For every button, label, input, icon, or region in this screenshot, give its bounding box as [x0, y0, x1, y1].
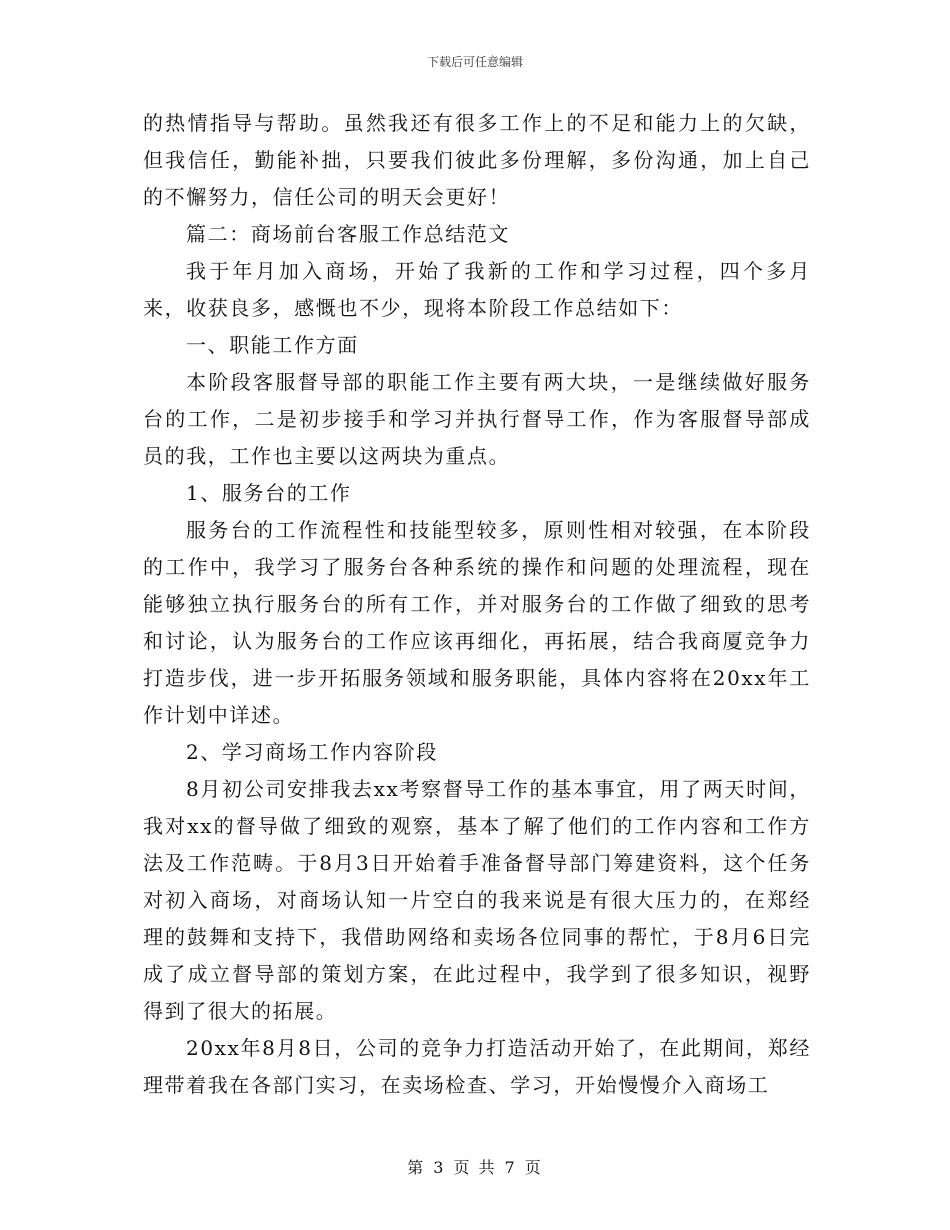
- paragraph: 8月初公司安排我去xx考察督导工作的基本事宜，用了两天时间，我对xx的督导做了细致的观察，基本了解了他们的工作内容和工作方法及工作范畴。于8月3日开始着手准备督导部门筹建资料，这个任务对初入商场，对商场认知一片空白的我来说是有很大压力的，在郑经理的鼓舞和支持下，我借助网络和卖场各位同事的帮忙，于8月6日完成了成立督导部的策划方案，在此过程中，我学到了很多知识，视野得到了很大的拓展。: [143, 777, 811, 1023]
- total-page-count: 7: [504, 1158, 517, 1177]
- page-header-note: 下载后可任意编辑: [426, 55, 523, 69]
- section-heading: 一、职能工作方面: [186, 333, 359, 357]
- section-heading: 篇二：商场前台客服工作总结范文: [186, 222, 510, 246]
- paragraph: 我于年月加入商场，开始了我新的工作和学习过程，四个多月来，收获良多，感慨也不少，现将本阶段工作总结如下：: [143, 259, 811, 320]
- paragraph: 20xx年8月8日，公司的竞争力打造活动开始了，在此期间，郑经理带着我在各部门实习，在卖场检查、学习，开始慢慢介入商场工: [143, 1036, 811, 1097]
- page-middle: 页 共: [453, 1158, 497, 1177]
- paragraph: 服务台的工作流程性和技能型较多，原则性相对较强，在本阶段的工作中，我学习了服务台各种系统的操作和问题的处理流程，现在能够独立执行服务台的所有工作，并对服务台的工作做了细致的思考和讨论，认为服务台的工作应该再细化，再拓展，结合我商厦竞争力打造步伐，进一步开拓服务领域和服务职能，具体内容将在20xx年工作计划中详述。: [143, 518, 811, 727]
- page-number-footer: [0, 1155, 950, 1178]
- paragraph: 本阶段客服督导部的职能工作主要有两大块，一是继续做好服务台的工作，二是初步接手和学习并执行督导工作，作为客服督导部成员的我，工作也主要以这两块为重点。: [143, 370, 811, 468]
- page-prefix: 第: [407, 1158, 426, 1177]
- section-heading: 1、服务台的工作: [186, 481, 352, 505]
- current-page-number: 3: [433, 1158, 446, 1177]
- paragraph: 的热情指导与帮助。虽然我还有很多工作上的不足和能力上的欠缺，但我信任，勤能补拙，只要我们彼此多份理解，多份沟通，加上自己的不懈努力，信任公司的明天会更好！: [143, 111, 811, 209]
- section-heading: 2、学习商场工作内容阶段: [186, 740, 438, 764]
- page-suffix: 页: [524, 1158, 543, 1177]
- document-body: [143, 105, 811, 1104]
